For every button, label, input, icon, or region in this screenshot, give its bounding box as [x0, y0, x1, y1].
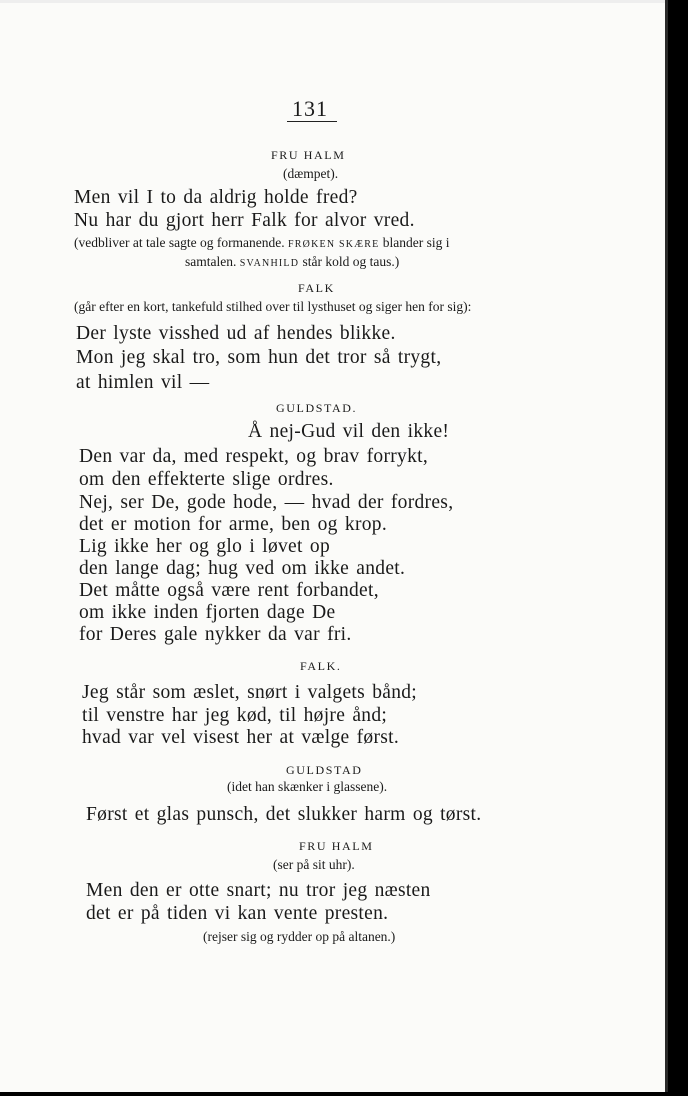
page-number: 131	[292, 96, 328, 121]
verse-line: Nu har du gjort herr Falk for alvor vred.	[74, 210, 415, 231]
verse-line: det er på tiden vi kan vente presten.	[86, 903, 389, 924]
stage-direction: (dæmpet).	[283, 166, 339, 181]
verse-line: Jeg står som æslet, snørt i valgets bånd;	[82, 682, 418, 703]
speaker-fru-halm: FRU HALM	[271, 148, 346, 162]
stage-direction: (rejser sig og rydder op på altanen.)	[203, 929, 396, 944]
direction-text: står kold og taus.)	[302, 254, 400, 269]
speaker-fru-halm: FRU HALM	[299, 839, 374, 853]
stage-direction: (ser på sit uhr).	[273, 857, 355, 872]
speaker-guldstad: GULDSTAD	[286, 763, 363, 777]
character-name: SVANHILD	[239, 258, 300, 269]
verse-line: Der lyste visshed ud af hendes blikke.	[76, 323, 396, 344]
verse-line: Lig ikke her og glo i løvet op	[79, 536, 331, 557]
scan-edge-right	[668, 0, 688, 1096]
scan-edge-top	[0, 0, 688, 3]
page-number-rule	[287, 121, 337, 122]
direction-text: samtalen.	[185, 254, 237, 269]
speaker-guldstad: GULDSTAD.	[276, 401, 358, 415]
speaker-falk: FALK.	[300, 659, 342, 673]
verse-line: hvad var vel visest her at vælge først.	[82, 727, 400, 748]
direction-text: blander sig i	[382, 235, 450, 250]
direction-text: (vedbliver at tale sagte og formanende.	[74, 235, 285, 250]
stage-direction: (går efter en kort, tankefuld stilhed over til lysthuset og siger hen for sig):	[74, 299, 472, 314]
verse-line: Å nej-Gud vil den ikke!	[248, 421, 450, 442]
verse-line: Nej, ser De, gode hode, — hvad der fordres,	[79, 492, 454, 513]
verse-line: til venstre har jeg kød, til højre ånd;	[82, 705, 388, 726]
verse-line: Men vil I to da aldrig holde fred?	[74, 187, 358, 208]
verse-line: om ikke inden fjorten dage De	[79, 602, 336, 623]
scan-edge-bottom	[0, 1092, 688, 1096]
verse-line: at himlen vil —	[76, 372, 210, 393]
stage-direction: (idet han skænker i glassene).	[227, 779, 388, 794]
speaker-falk: FALK	[298, 281, 335, 295]
verse-line: Mon jeg skal tro, som hun det tror så trygt,	[76, 347, 442, 368]
character-name: FRØKEN SKÆRE	[288, 239, 380, 250]
verse-line: det er motion for arme, ben og krop.	[79, 514, 388, 535]
verse-line: Først et glas punsch, det slukker harm og tørst.	[86, 804, 482, 825]
stage-direction-line-2	[185, 252, 399, 274]
verse-line: om den effekterte slige ordres.	[79, 469, 334, 490]
verse-line: Den var da, med respekt, og brav forrykt,	[79, 446, 429, 467]
verse-line: Men den er otte snart; nu tror jeg næsten	[86, 880, 431, 901]
verse-line: den lange dag; hug ved om ikke andet.	[79, 558, 406, 579]
verse-line: for Deres gale nykker da var fri.	[79, 624, 352, 645]
verse-line: Det måtte også være rent forbandet,	[79, 580, 379, 601]
